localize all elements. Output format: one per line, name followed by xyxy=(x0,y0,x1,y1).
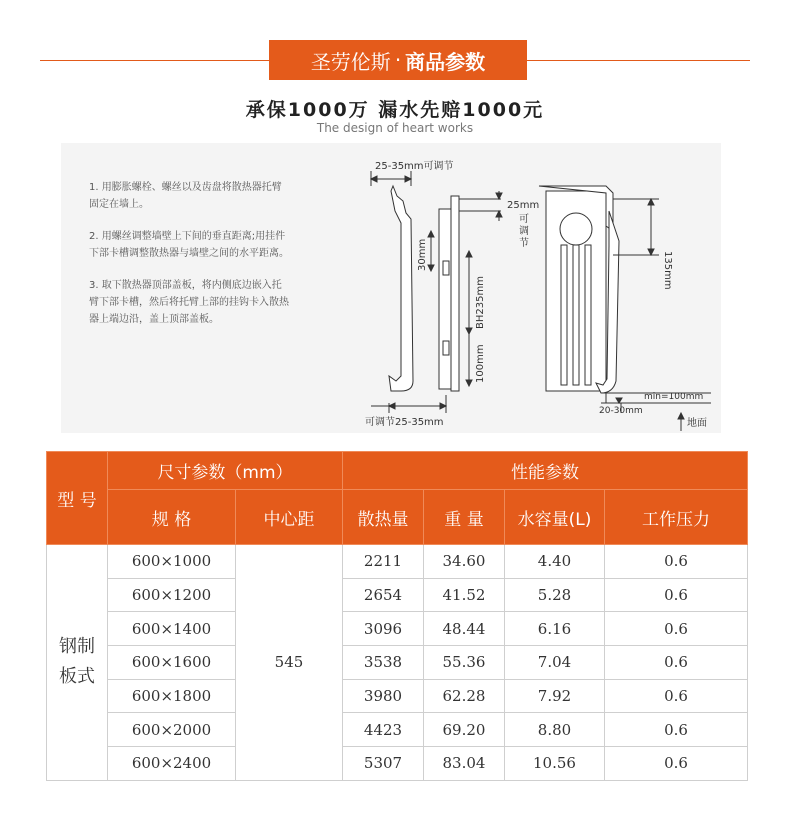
spec-cell: 600×1000 xyxy=(108,545,236,579)
spec-cell: 600×2400 xyxy=(108,747,236,781)
adjust-v3-label: 节 xyxy=(519,238,529,249)
spec-cell: 600×1800 xyxy=(108,679,236,713)
weight-cell: 48.44 xyxy=(424,612,505,646)
heat-cell: 3538 xyxy=(343,646,424,680)
adjust-v1-label: 可 xyxy=(519,214,529,225)
slogan: 承保1000万 漏水先赔1000元 xyxy=(245,99,545,121)
water-cell: 6.16 xyxy=(505,612,605,646)
header-perf-group: 性能参数 xyxy=(343,452,748,490)
instruction-step-3: 3. 取下散热器顶部盖板，将内侧底边嵌入托臂下部卡槽，然后将托臂上部的挂钩卡入散热器上端边沿，盖上顶部盖板。 xyxy=(89,280,289,325)
water-cell: 8.80 xyxy=(505,713,605,747)
section-title: 商品参数 xyxy=(405,49,486,74)
pressure-cell: 0.6 xyxy=(605,545,748,579)
header-water: 水容量(L) xyxy=(505,490,605,545)
water-cell: 10.56 xyxy=(505,747,605,781)
offset-25-label: 25mm xyxy=(507,200,540,211)
dim-30-label: 30mm xyxy=(417,238,428,271)
sub-slogan: The design of heart works xyxy=(316,121,474,135)
table-row xyxy=(47,713,748,747)
pressure-cell: 0.6 xyxy=(605,612,748,646)
heat-cell: 5307 xyxy=(343,747,424,781)
header-heat: 散热量 xyxy=(343,490,424,545)
heat-cell: 3096 xyxy=(343,612,424,646)
ground-label: 地面 xyxy=(687,418,707,429)
table-row xyxy=(47,578,748,612)
header-size-group: 尺寸参数（mm） xyxy=(108,452,343,490)
table-row xyxy=(47,646,748,680)
min-100-label: min=100mm xyxy=(644,392,704,402)
water-cell: 7.92 xyxy=(505,679,605,713)
installation-drawing xyxy=(351,151,721,431)
header-pressure: 工作压力 xyxy=(605,490,748,545)
water-cell: 4.40 xyxy=(505,545,605,579)
water-cell: 7.04 xyxy=(505,646,605,680)
pressure-cell: 0.6 xyxy=(605,747,748,781)
installation-instructions xyxy=(89,179,289,343)
header-weight: 重 量 xyxy=(424,490,505,545)
table-row xyxy=(47,747,748,781)
pressure-cell: 0.6 xyxy=(605,578,748,612)
weight-cell: 41.52 xyxy=(424,578,505,612)
bottom-adjust-label: 可调节25-35mm xyxy=(365,417,444,428)
adjust-v2-label: 调 xyxy=(519,226,529,237)
model-line-1: 钢制 xyxy=(59,636,95,658)
header-model: 型 号 xyxy=(47,452,108,545)
model-line-2: 板式 xyxy=(59,666,95,688)
header-spec: 规 格 xyxy=(108,490,236,545)
heat-cell: 3980 xyxy=(343,679,424,713)
dim-100-label: 100mm xyxy=(475,344,486,383)
weight-cell: 34.60 xyxy=(424,545,505,579)
top-adjust-label: 25-35mm可调节 xyxy=(375,161,454,172)
installation-diagram-panel xyxy=(61,143,721,433)
spec-cell: 600×1600 xyxy=(108,646,236,680)
brand-name: 圣劳伦斯 xyxy=(310,49,391,74)
weight-cell: 69.20 xyxy=(424,713,505,747)
instruction-step-2: 2. 用螺丝调整墙壁上下间的垂直距离;用挂件下部卡槽调整散热器与墙壁之间的水平距离。 xyxy=(89,231,289,259)
header-center: 中心距 xyxy=(236,490,343,545)
weight-cell: 83.04 xyxy=(424,747,505,781)
pressure-cell: 0.6 xyxy=(605,713,748,747)
heat-cell: 2211 xyxy=(343,545,424,579)
instruction-step-1: 1. 用膨胀螺栓、螺丝以及齿盘将散热器托臂固定在墙上。 xyxy=(89,182,282,210)
title-separator: · xyxy=(394,48,402,72)
pressure-cell: 0.6 xyxy=(605,646,748,680)
water-cell: 5.28 xyxy=(505,578,605,612)
weight-cell: 55.36 xyxy=(424,646,505,680)
heat-cell: 4423 xyxy=(343,713,424,747)
spec-cell: 600×2000 xyxy=(108,713,236,747)
table-row xyxy=(47,545,748,579)
dim-135-label: 135mm xyxy=(662,251,673,290)
table-row xyxy=(47,612,748,646)
dim-bh-label: BH235mm xyxy=(475,276,486,329)
section-title-banner xyxy=(269,40,527,80)
spec-cell: 600×1200 xyxy=(108,578,236,612)
center-distance-cell: 545 xyxy=(236,545,343,781)
dim-20-30-label: 20-30mm xyxy=(599,406,643,416)
weight-cell: 62.28 xyxy=(424,679,505,713)
heat-cell: 2654 xyxy=(343,578,424,612)
pressure-cell: 0.6 xyxy=(605,679,748,713)
spec-cell: 600×1400 xyxy=(108,612,236,646)
model-cell xyxy=(47,545,108,781)
table-row xyxy=(47,679,748,713)
spec-table xyxy=(46,451,748,781)
